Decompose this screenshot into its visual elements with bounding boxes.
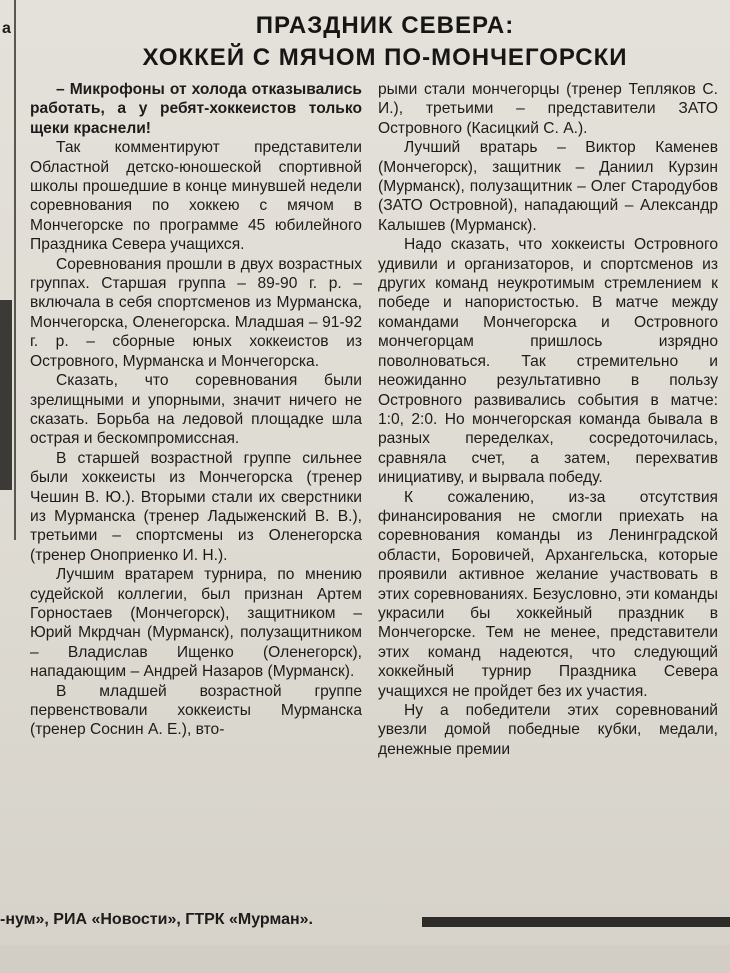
left-edge-letter: а — [2, 20, 11, 37]
footer-credit-text: -нум», РИА «Новости», ГТРК «Мурман». — [0, 911, 313, 928]
paragraph: Лучшим вратарем турнира, по мнению судейской коллегии, был признан Артем Горностаев (Мончегорск), защитником – Юрий Мкрдчан (Мурманск), полузащитником – Владислав Ищенко (Оленегорск), нападающим – Андрей Назаров (Мурманск). — [30, 566, 362, 681]
paragraph: рыми стали мончегорцы (тренер Тепляков С. И.), третьими – представители ЗАТО Островного (Касицкий С. А.). — [378, 81, 718, 137]
article-column-1 — [30, 80, 362, 740]
left-edge-bar — [0, 300, 12, 490]
paragraph: Надо сказать, что хоккеисты Островного удивили и организаторов, и спортсменов из других команд неукротимым стремлением к победе и напористостью. В матче между командами Мончегорска и Островного мончегорцам пришлось изрядно поволноваться. Так стремительно и неожиданно результативно в пользу Островного развивались события в матче: 1:0, 2:0. Но мончегорская команда бывала в разных переделках, сосредоточилась, сравняла счет, а затем, перехватив инициативу, и вырвала победу. — [378, 236, 718, 487]
paragraph: Ну а победители этих соревнований увезли домой победные кубки, медали, денежные премии — [378, 702, 718, 758]
paragraph: Так комментируют представители Областной детско-юношеской спортивной школы прошедшие в конце минувшей недели соревнования по хоккею с мячом в Мончегорске по программе 45 юбилейного Праздника Севера учащихся. — [30, 139, 362, 254]
footer-credits — [0, 905, 730, 935]
paragraph: Соревнования прошли в двух возрастных группах. Старшая группа – 89-90 г. р. – включала в себя спортсменов из Мурманска, Мончегорска, Оленегорска. Младшая – 91-92 г. р. – сборные юных хоккеистов из Островного, Мурманска и Мончегорска. — [30, 255, 362, 370]
left-column-edge — [0, 0, 16, 540]
paragraph: Сказать, что соревнования были зрелищными и упорными, значит ничего не сказать. Борьба на ледовой площадке шла острая и бескомпромиссная. — [30, 372, 362, 448]
lead-paragraph: – Микрофоны от холода отказывались работать, а у ребят-хоккеистов только щеки краснели! — [30, 81, 362, 137]
headline-line-2: ХОККЕЙ С МЯЧОМ ПО-МОНЧЕГОРСКИ — [142, 44, 628, 71]
footer-rule — [422, 917, 730, 927]
headline-line-1: ПРАЗДНИК СЕВЕРА: — [255, 12, 515, 39]
paragraph: К сожалению, из-за отсутствия финансирования не смогли приехать на соревнования команды из Ленинградской области, Боровичей, Архангельска, которые проявили активное желание участвовать в этих соревнованиях. Безусловно, эти команды украсили бы хоккейный праздник в Мончегорске. Тем не менее, представители этих команд надеются, что следующий хоккейный турнир Праздника Севера учащихся не пройдет без их участия. — [378, 488, 718, 700]
article-column-2 — [378, 80, 718, 759]
paragraph: В старшей возрастной группе сильнее были хоккеисты из Мончегорска (тренер Чешин В. Ю.). Вторыми стали их сверстники из Мурманска (тренер Ладыженский В. В.), третьими – спортсмены из Оленегорска (тренер Оноприенко И. Н.). — [30, 449, 362, 564]
paragraph: Лучший вратарь – Виктор Каменев (Мончегорск), защитник – Даниил Курзин (Мурманск), полузащитник – Олег Стародубов (ЗАТО Островной), нападающий – Александр Калышев (Мурманск). — [378, 139, 718, 234]
page-bottom-margin — [0, 945, 730, 973]
paragraph: В младшей возрастной группе первенствовали хоккеисты Мурманска (тренер Соснин А. Е.), вто- — [30, 682, 362, 739]
